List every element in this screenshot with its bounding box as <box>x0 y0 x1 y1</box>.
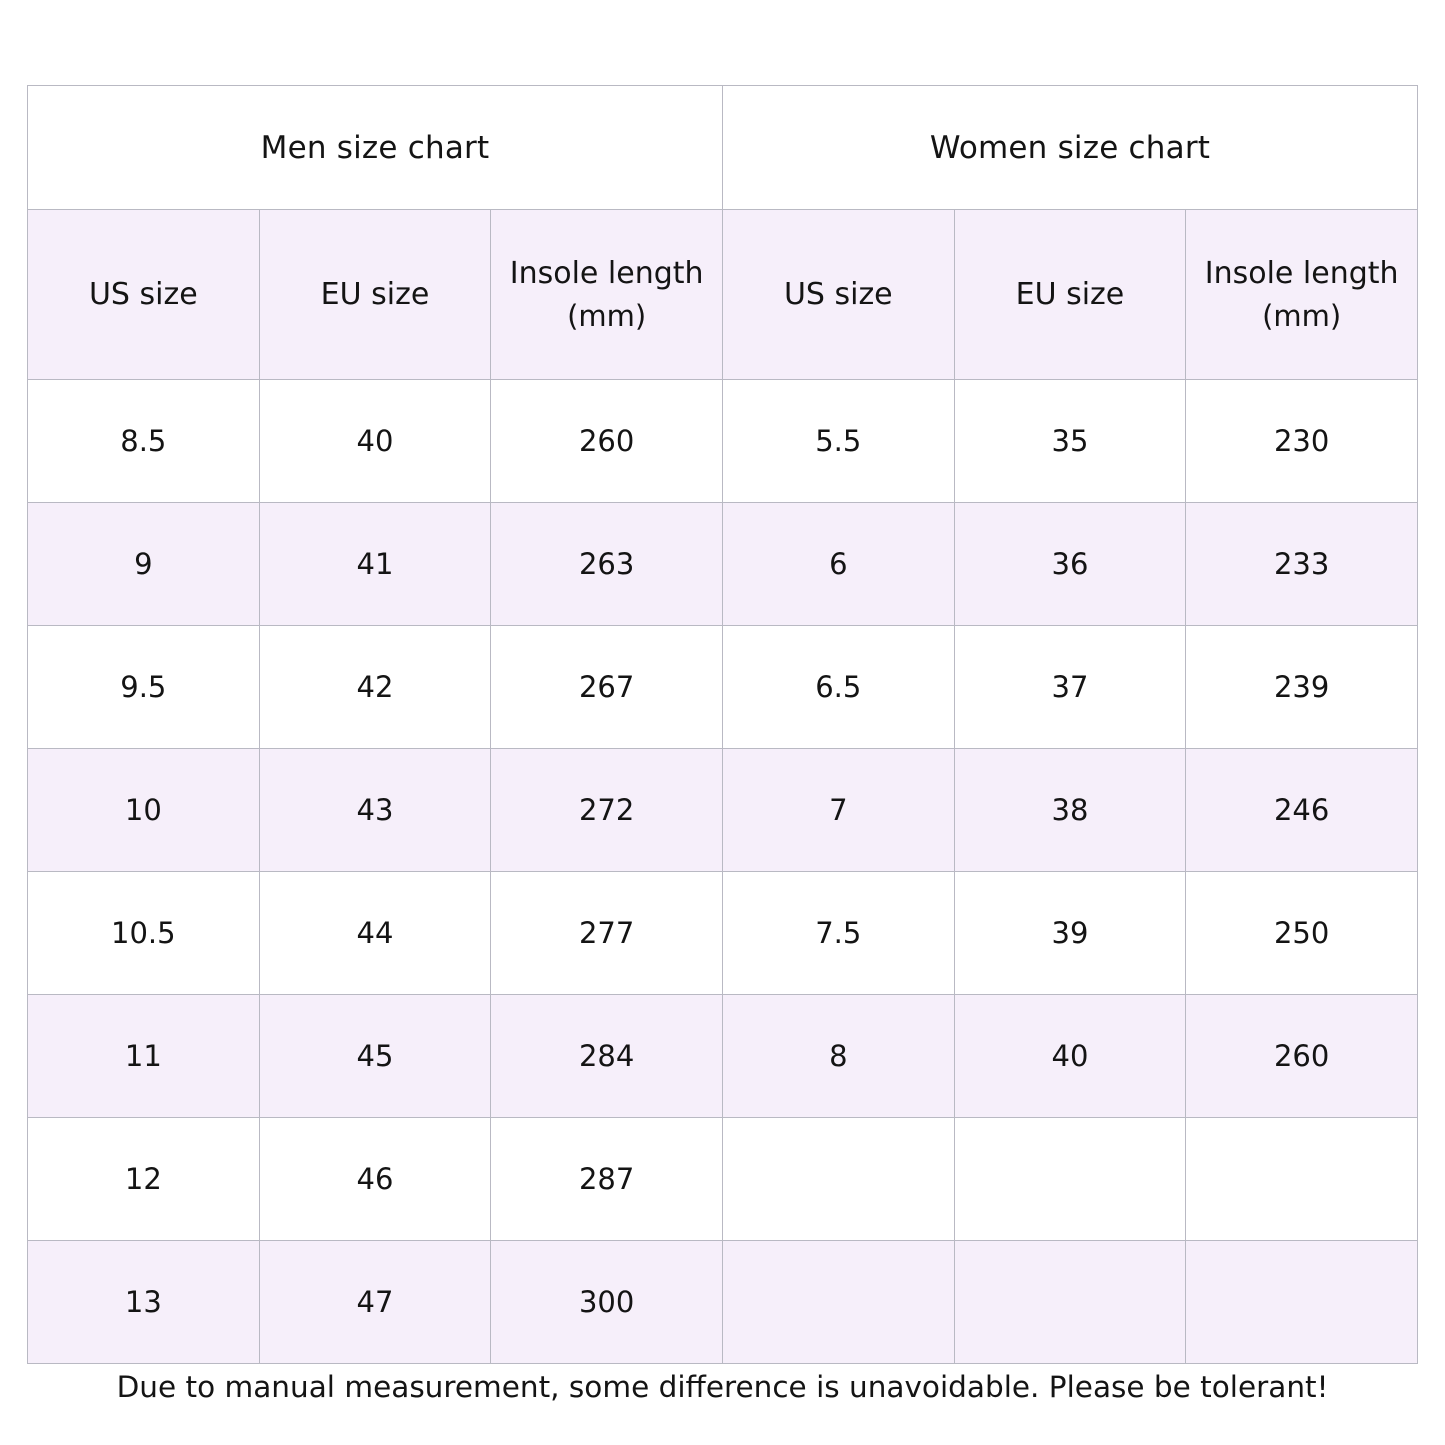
men-section-title: Men size chart <box>28 86 723 210</box>
cell-men-eu: 47 <box>259 1241 491 1364</box>
size-chart-table <box>27 85 1418 1364</box>
cell-women-insole: 230 <box>1186 380 1418 503</box>
cell-men-insole: 287 <box>491 1118 723 1241</box>
cell-men-eu: 44 <box>259 872 491 995</box>
size-chart-container <box>27 85 1418 1359</box>
table-row <box>28 749 1418 872</box>
cell-women-us: 5.5 <box>722 380 954 503</box>
column-header-label: Insole length <box>509 255 704 291</box>
cell-women-insole: 239 <box>1186 626 1418 749</box>
table-row <box>28 503 1418 626</box>
table-row <box>28 626 1418 749</box>
cell-men-us: 9.5 <box>28 626 260 749</box>
cell-men-eu: 40 <box>259 380 491 503</box>
cell-women-insole: 250 <box>1186 872 1418 995</box>
cell-men-eu: 46 <box>259 1118 491 1241</box>
cell-men-insole: 300 <box>491 1241 723 1364</box>
column-header-men-eu <box>259 210 491 380</box>
cell-men-us: 10.5 <box>28 872 260 995</box>
cell-women-us <box>722 1241 954 1364</box>
cell-women-insole: 233 <box>1186 503 1418 626</box>
cell-men-eu: 42 <box>259 626 491 749</box>
column-header-label: US size <box>783 276 893 312</box>
cell-women-us: 8 <box>722 995 954 1118</box>
column-header-women-insole <box>1186 210 1418 380</box>
cell-women-us: 7 <box>722 749 954 872</box>
column-header-men-insole <box>491 210 723 380</box>
cell-women-insole <box>1186 1118 1418 1241</box>
cell-women-eu: 39 <box>954 872 1186 995</box>
cell-men-us: 9 <box>28 503 260 626</box>
cell-women-eu: 36 <box>954 503 1186 626</box>
cell-women-eu <box>954 1241 1186 1364</box>
column-header-women-eu <box>954 210 1186 380</box>
cell-men-eu: 43 <box>259 749 491 872</box>
cell-men-eu: 41 <box>259 503 491 626</box>
cell-women-eu: 37 <box>954 626 1186 749</box>
column-header-men-us <box>28 210 260 380</box>
cell-women-insole <box>1186 1241 1418 1364</box>
column-header-label: US size <box>88 276 198 312</box>
cell-men-eu: 45 <box>259 995 491 1118</box>
table-row <box>28 1241 1418 1364</box>
table-section-header-row <box>28 86 1418 210</box>
table-row <box>28 995 1418 1118</box>
cell-women-insole: 260 <box>1186 995 1418 1118</box>
cell-women-eu: 40 <box>954 995 1186 1118</box>
cell-men-insole: 267 <box>491 626 723 749</box>
cell-men-us: 11 <box>28 995 260 1118</box>
table-row <box>28 380 1418 503</box>
cell-women-us <box>722 1118 954 1241</box>
column-header-women-us <box>722 210 954 380</box>
column-header-unit: (mm) <box>567 299 647 334</box>
cell-men-insole: 260 <box>491 380 723 503</box>
column-header-label: EU size <box>1015 276 1125 312</box>
cell-women-us: 6.5 <box>722 626 954 749</box>
table-row <box>28 872 1418 995</box>
cell-women-us: 6 <box>722 503 954 626</box>
cell-men-us: 10 <box>28 749 260 872</box>
cell-women-eu: 35 <box>954 380 1186 503</box>
cell-men-us: 12 <box>28 1118 260 1241</box>
cell-men-us: 8.5 <box>28 380 260 503</box>
cell-women-us: 7.5 <box>722 872 954 995</box>
cell-men-insole: 277 <box>491 872 723 995</box>
cell-women-insole: 246 <box>1186 749 1418 872</box>
cell-women-eu <box>954 1118 1186 1241</box>
cell-men-us: 13 <box>28 1241 260 1364</box>
women-section-title: Women size chart <box>722 86 1417 210</box>
cell-women-eu: 38 <box>954 749 1186 872</box>
cell-men-insole: 263 <box>491 503 723 626</box>
column-header-label: EU size <box>320 276 430 312</box>
column-header-label: Insole length <box>1204 255 1399 291</box>
measurement-note: Due to manual measurement, some difference is unavoidable. Please be tolerant! <box>116 1370 1329 1404</box>
table-column-header-row <box>28 210 1418 380</box>
cell-men-insole: 272 <box>491 749 723 872</box>
cell-men-insole: 284 <box>491 995 723 1118</box>
column-header-unit: (mm) <box>1262 299 1342 334</box>
table-row <box>28 1118 1418 1241</box>
